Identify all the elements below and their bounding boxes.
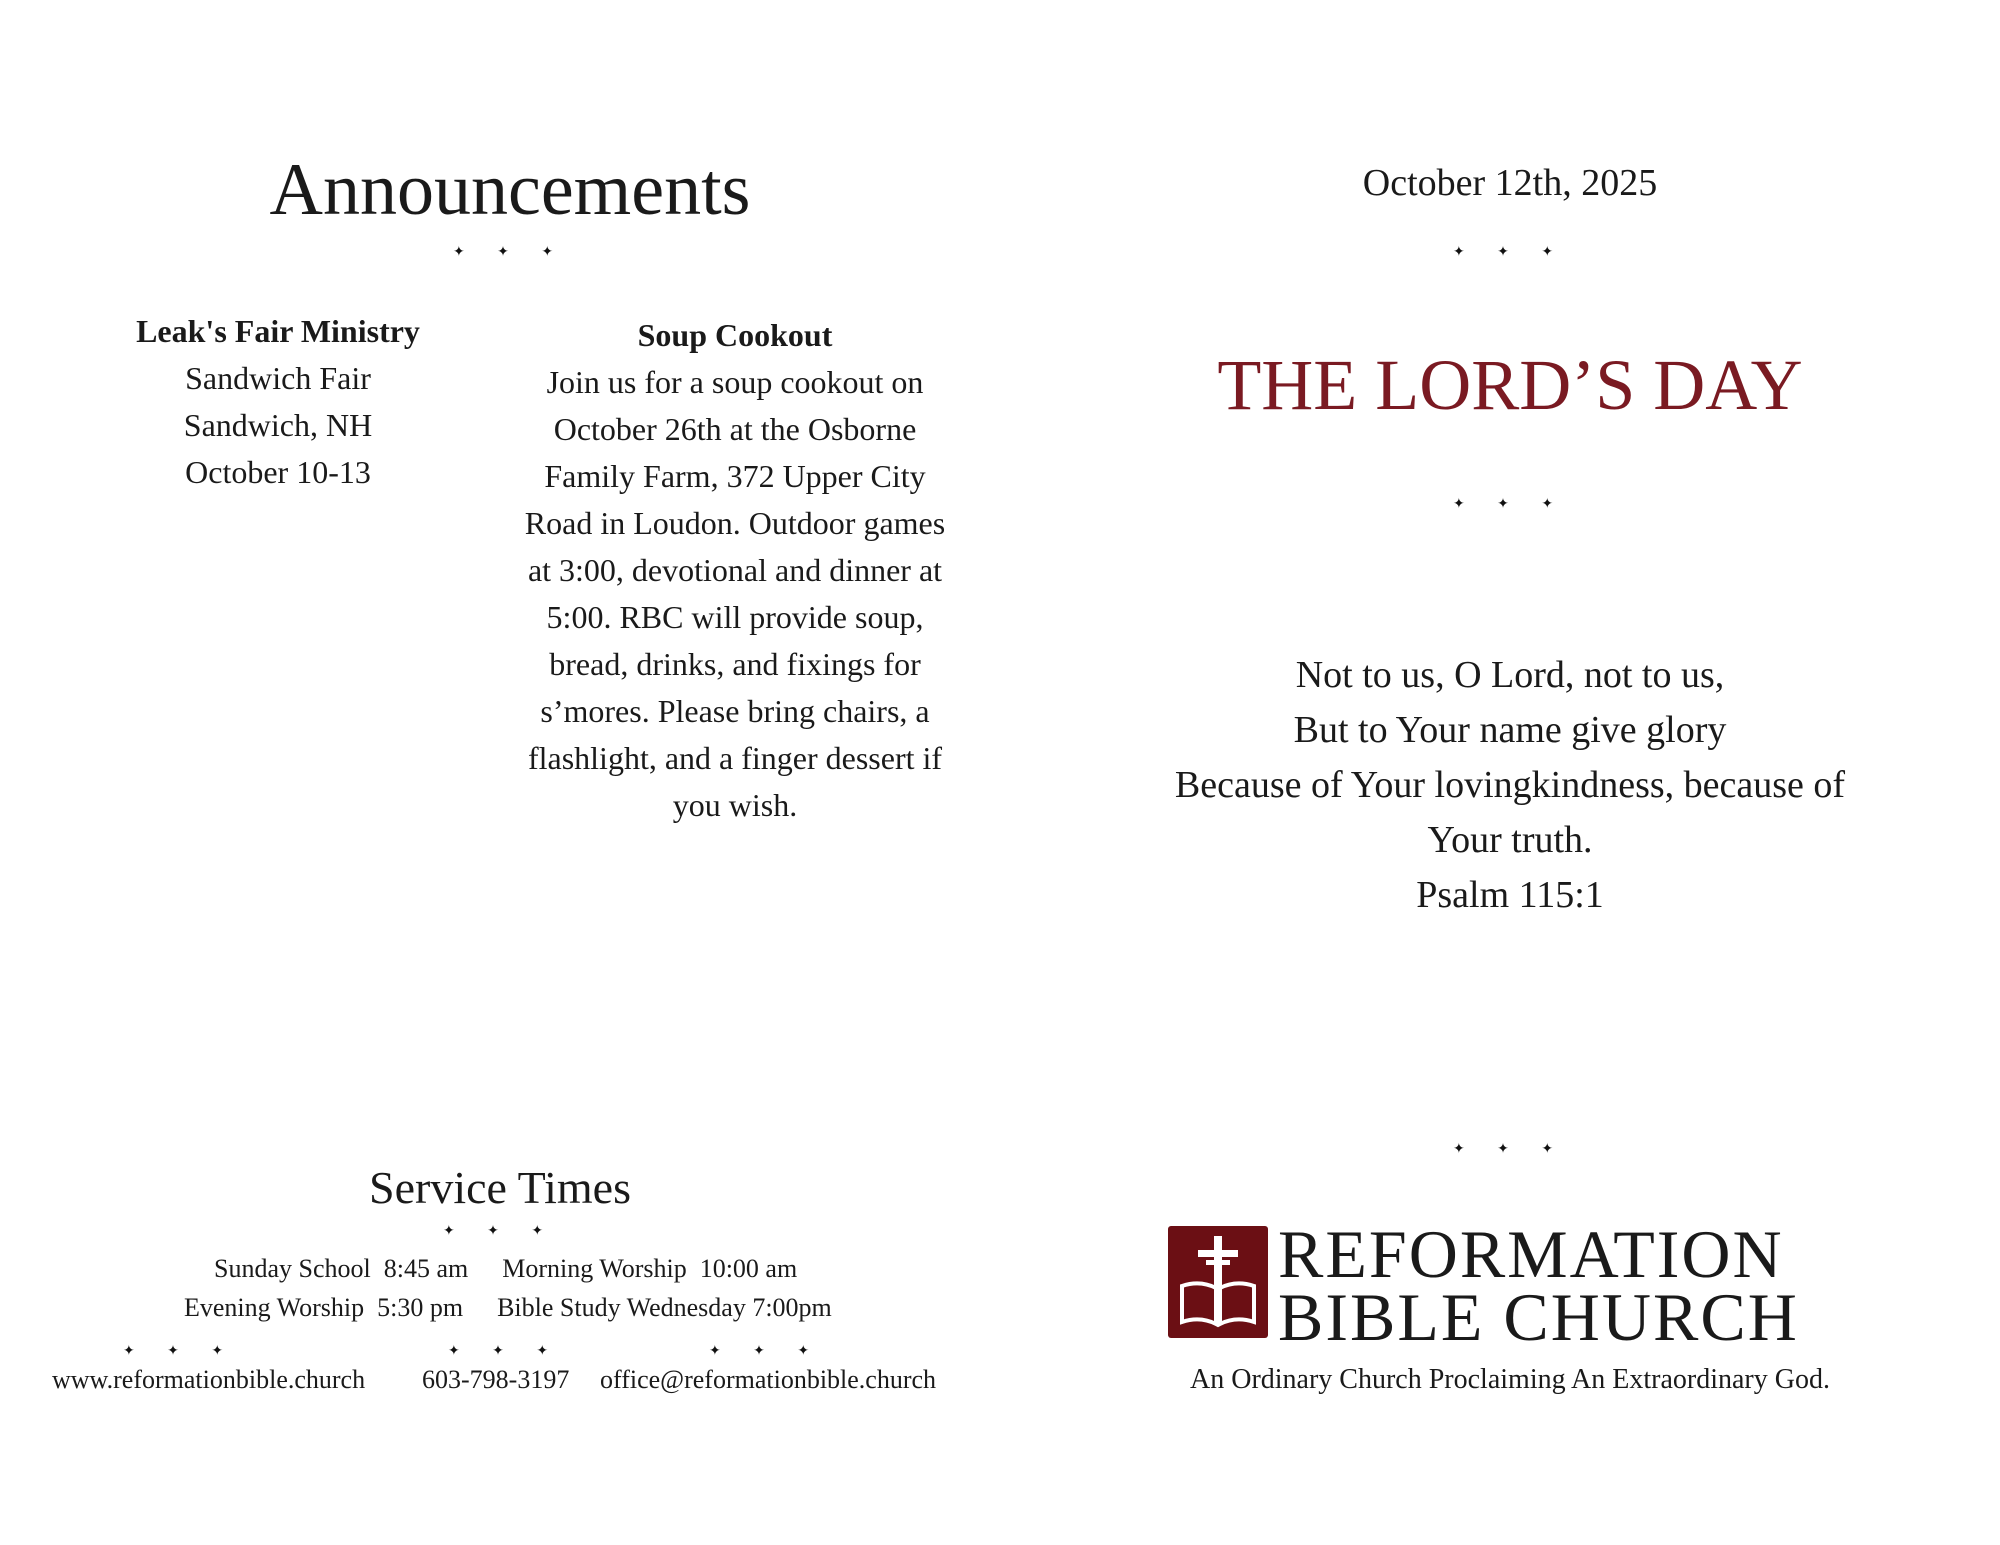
evening-worship-time: Evening Worship 5:30 pm — [184, 1293, 464, 1322]
ornament-icon: ✦ ✦ ✦ — [452, 244, 568, 260]
service-times-title: Service Times — [369, 1162, 631, 1213]
soup-cookout-line: s’mores. Please bring chairs, a — [540, 693, 930, 729]
ornament-icon: ✦ ✦ ✦ — [1452, 1141, 1568, 1157]
logo-wordmark-line2: BIBLE CHURCH — [1278, 1279, 1799, 1355]
leak-fair-line: October 10-13 — [185, 454, 371, 490]
soup-cookout-line: October 26th at the Osborne — [553, 411, 917, 447]
leak-fair-announcement — [118, 308, 438, 496]
ornament-divider — [200, 1223, 800, 1239]
ornament-divider — [1160, 1141, 1860, 1157]
lords-day-title: THE LORD’S DAY — [1217, 345, 1803, 425]
soup-cookout-heading: Soup Cookout — [637, 317, 833, 353]
verse-line: Because of Your lovingkindness, because of — [1174, 764, 1846, 806]
leak-fair-line: Sandwich, NH — [183, 407, 373, 443]
phone-number[interactable]: 603-798-3197 — [422, 1365, 570, 1394]
bulletin-date: October 12th, 2025 — [1362, 162, 1658, 204]
cross-bible-logo-icon — [1168, 1226, 1268, 1338]
sunday-school-time: Sunday School 8:45 am — [214, 1254, 469, 1283]
ornament-icon: ✦ ✦ ✦ — [1452, 244, 1568, 260]
soup-cookout-line: Road in Loudon. Outdoor games — [524, 505, 946, 541]
verse-line: Your truth. — [1427, 819, 1593, 861]
verse-line: Not to us, O Lord, not to us, — [1295, 654, 1725, 696]
ornament-divider — [706, 1343, 826, 1359]
verse-reference: Psalm 115:1 — [1416, 874, 1604, 916]
soup-cookout-line: Family Farm, 372 Upper City — [544, 458, 926, 494]
bible-study-time: Bible Study Wednesday 7:00pm — [497, 1293, 832, 1322]
soup-cookout-line: at 3:00, devotional and dinner at — [527, 552, 943, 588]
announcements-title: Announcements — [269, 149, 751, 231]
soup-cookout-line: you wish. — [672, 787, 798, 823]
ornament-icon: ✦ ✦ ✦ — [122, 1343, 238, 1359]
soup-cookout-line: flashlight, and a finger dessert if — [527, 740, 943, 776]
ornament-divider — [445, 1343, 565, 1359]
scripture-verse — [1130, 648, 1890, 923]
email-link[interactable]: office@reformationbible.church — [600, 1365, 937, 1394]
soup-cookout-line: 5:00. RBC will provide soup, — [546, 599, 924, 635]
ornament-divider — [1160, 244, 1860, 260]
ornament-divider — [120, 1343, 240, 1359]
verse-line: But to Your name give glory — [1293, 709, 1727, 751]
soup-cookout-announcement — [500, 312, 970, 829]
ornament-icon: ✦ ✦ ✦ — [708, 1343, 824, 1359]
service-times-row — [214, 1253, 797, 1285]
ornament-divider — [200, 244, 820, 260]
service-times-row — [184, 1292, 832, 1324]
soup-cookout-line: Join us for a soup cookout on — [546, 364, 924, 400]
leak-fair-line: Sandwich Fair — [185, 360, 371, 396]
website-link[interactable]: www.reformationbible.church — [52, 1365, 366, 1394]
church-tagline: An Ordinary Church Proclaiming An Extraordinary God. — [1190, 1364, 1830, 1395]
ornament-icon: ✦ ✦ ✦ — [442, 1223, 558, 1239]
leak-fair-heading: Leak's Fair Ministry — [136, 313, 420, 349]
morning-worship-time: Morning Worship 10:00 am — [502, 1254, 798, 1283]
ornament-divider — [1160, 496, 1860, 512]
ornament-icon: ✦ ✦ ✦ — [447, 1343, 563, 1359]
soup-cookout-line: bread, drinks, and fixings for — [549, 646, 921, 682]
ornament-icon: ✦ ✦ ✦ — [1452, 496, 1568, 512]
logo-wordmark-line1: REFORMATION — [1278, 1216, 1784, 1292]
